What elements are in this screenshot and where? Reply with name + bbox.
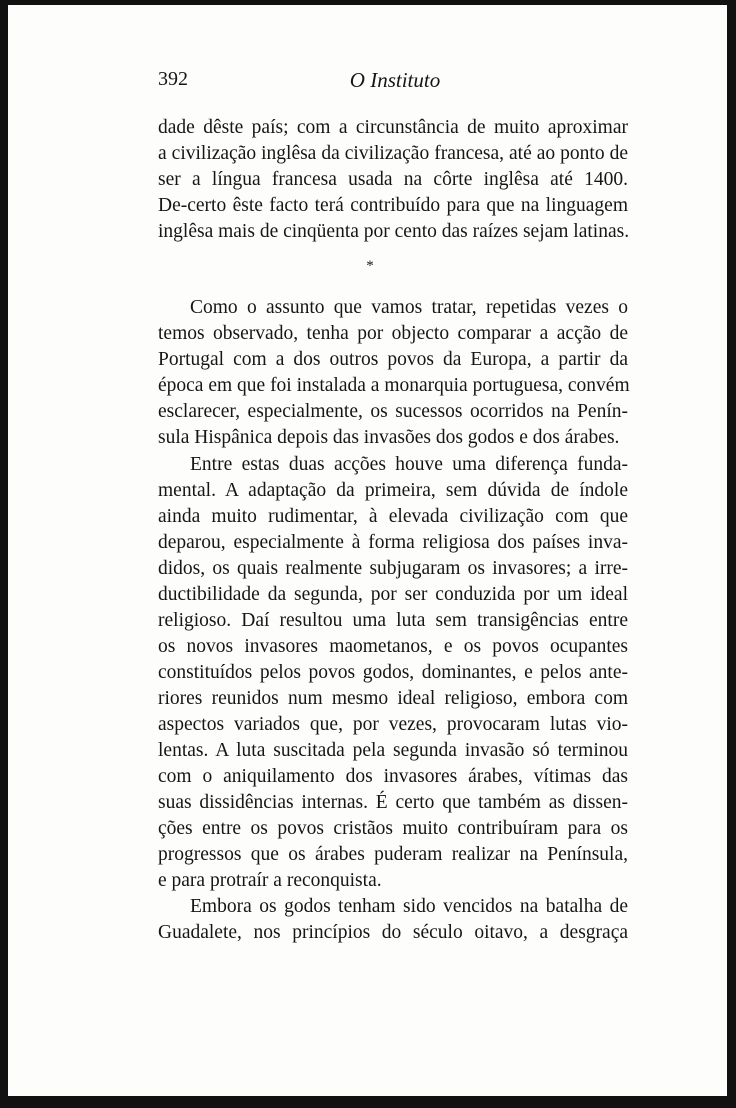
page-number: 392 bbox=[158, 68, 188, 90]
text-line: esclarecer, especialmente, os sucessos ocorridos na Penín- bbox=[158, 401, 628, 422]
text-line: Portugal com a dos outros povos da Europa, a partir da bbox=[158, 349, 628, 370]
section-separator: * bbox=[366, 258, 374, 274]
text-line: ser a língua francesa usada na côrte inglêsa até 1400. bbox=[158, 169, 628, 190]
text-line: aspectos variados que, por vezes, provocaram lutas vio- bbox=[158, 714, 628, 735]
text-line: inglêsa mais de cinqüenta por cento das raízes sejam latinas. bbox=[158, 221, 630, 242]
text-line: didos, os quais realmente subjugaram os invasores; a irre- bbox=[158, 558, 628, 579]
text-line: Embora os godos tenham sido vencidos na batalha de bbox=[190, 896, 628, 917]
text-line: religioso. Daí resultou uma luta sem transigências entre bbox=[158, 610, 628, 631]
text-line: deparou, especialmente à forma religiosa dos países inva- bbox=[158, 532, 628, 553]
text-line: riores reunidos num mesmo ideal religioso, embora com bbox=[158, 688, 628, 709]
text-line: Guadalete, nos princípios do século oitavo, a desgraça bbox=[158, 922, 628, 943]
text-line: progressos que os árabes puderam realizar na Península, bbox=[158, 844, 628, 865]
text-line: dade dêste país; com a circunstância de muito aproximar bbox=[158, 117, 628, 138]
text-line: e para protraír a reconquista. bbox=[158, 870, 382, 891]
text-line: Como o assunto que vamos tratar, repetidas vezes o bbox=[190, 297, 628, 318]
text-line: ções entre os povos cristãos muito contribuíram para os bbox=[158, 818, 628, 839]
text-line: os novos invasores maometanos, e os povos ocupantes bbox=[158, 636, 628, 657]
running-title: O Instituto bbox=[349, 68, 441, 92]
text-line: com o aniquilamento dos invasores árabes, vítimas das bbox=[158, 766, 628, 787]
text-line: a civilização inglêsa da civilização francesa, até ao ponto de bbox=[158, 143, 628, 164]
text-line: temos observado, tenha por objecto comparar a acção de bbox=[158, 323, 628, 344]
text-line: lentas. A luta suscitada pela segunda invasão só terminou bbox=[158, 740, 628, 761]
text-line: mental. A adaptação da primeira, sem dúvida de índole bbox=[158, 480, 628, 501]
text-line: ainda muito rudimentar, à elevada civilização com que bbox=[158, 506, 628, 527]
text-line: época em que foi instalada a monarquia portuguesa, convém bbox=[158, 375, 630, 396]
text-line: De-certo êste facto terá contribuído para que na linguagem bbox=[158, 195, 628, 216]
text-line: ductibilidade da segunda, por ser conduzida por um ideal bbox=[158, 584, 628, 605]
text-line: constituídos pelos povos godos, dominantes, e pelos ante- bbox=[158, 662, 628, 683]
text-line: sula Hispânica depois das invasões dos godos e dos árabes. bbox=[158, 427, 620, 448]
text-line: Entre estas duas acções houve uma diferença funda- bbox=[190, 454, 628, 475]
text-line: suas dissidências internas. É certo que também as dissen- bbox=[158, 792, 628, 813]
